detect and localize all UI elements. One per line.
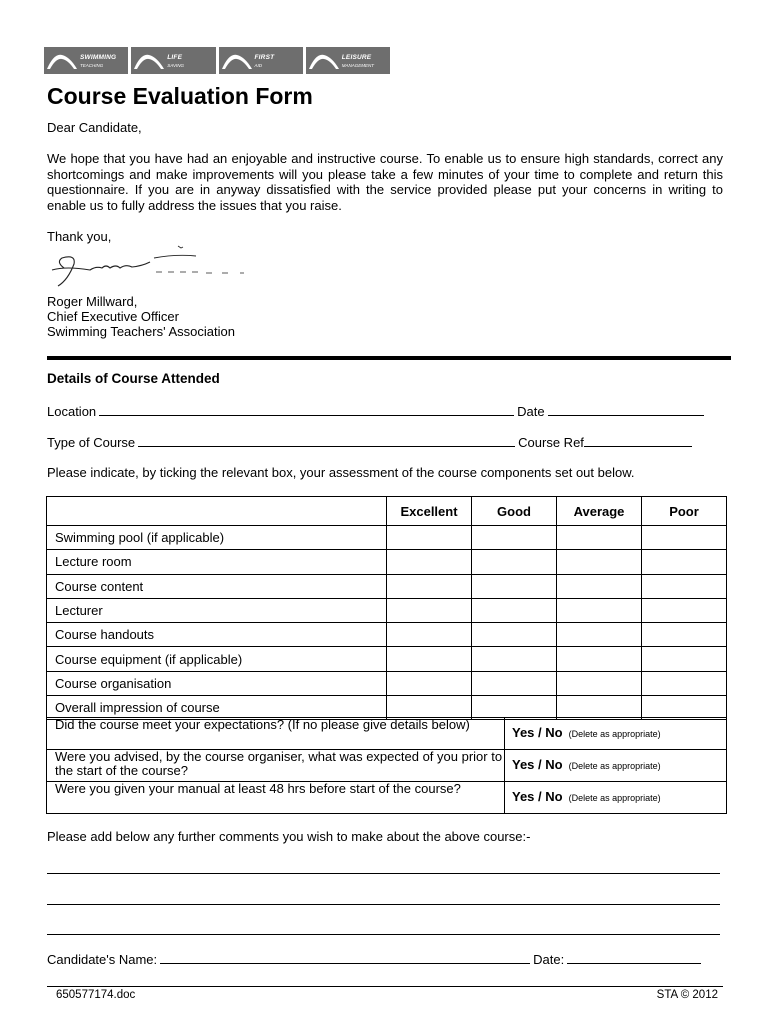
col-good: Good — [472, 497, 557, 526]
candidate-name-label: Candidate's Name: — [47, 952, 158, 967]
rating-header-blank — [47, 497, 387, 526]
tick-box[interactable] — [557, 623, 642, 647]
course-type-label: Type of Course — [47, 435, 136, 450]
tick-box[interactable] — [642, 574, 727, 598]
table-row — [47, 647, 727, 671]
wave-logo-icon — [308, 49, 340, 72]
tick-box[interactable] — [557, 598, 642, 622]
delete-note: (Delete as appropriate) — [568, 729, 661, 739]
location-row — [47, 404, 722, 419]
row-label: Lecturer — [47, 598, 387, 622]
header-banner — [44, 47, 390, 74]
footer-copyright: STA © 2012 — [656, 989, 718, 1001]
tick-box[interactable] — [387, 647, 472, 671]
signatory-name: Roger Millward, — [47, 294, 138, 309]
greeting: Dear Candidate, — [47, 120, 142, 135]
delete-note: (Delete as appropriate) — [568, 793, 661, 803]
course-ref-field[interactable] — [584, 435, 692, 447]
wave-logo-icon — [221, 49, 253, 72]
tick-box[interactable] — [642, 623, 727, 647]
yes-no-label: Yes / No — [512, 725, 563, 740]
row-label: Course equipment (if applicable) — [47, 647, 387, 671]
tick-box[interactable] — [557, 550, 642, 574]
tick-box[interactable] — [642, 550, 727, 574]
tick-box[interactable] — [472, 671, 557, 695]
question-row — [47, 750, 727, 782]
row-label: Lecture room — [47, 550, 387, 574]
candidate-row — [47, 952, 722, 967]
tick-box[interactable] — [387, 550, 472, 574]
course-type-field[interactable] — [138, 435, 515, 447]
table-row — [47, 623, 727, 647]
logo-leisure-management: LEISURE MANAGEMENT — [306, 47, 390, 74]
table-row — [47, 671, 727, 695]
tick-box[interactable] — [642, 671, 727, 695]
tick-box[interactable] — [472, 526, 557, 550]
question-text: Were you given your manual at least 48 hrs before start of the course? — [47, 782, 505, 814]
candidate-date-field[interactable] — [567, 952, 701, 964]
section-divider — [47, 356, 731, 360]
yes-no-choice[interactable] — [505, 718, 727, 750]
row-label: Course handouts — [47, 623, 387, 647]
row-label: Overall impression of course — [47, 696, 387, 720]
tick-box[interactable] — [472, 598, 557, 622]
date-field[interactable] — [548, 404, 704, 416]
col-average: Average — [557, 497, 642, 526]
tick-box[interactable] — [472, 647, 557, 671]
tick-box[interactable] — [642, 526, 727, 550]
logo-swimming-teaching: SWIMMING TEACHING — [44, 47, 128, 74]
logo-life-saving: LIFE SAVING — [131, 47, 215, 74]
course-type-row — [47, 435, 722, 450]
question-row — [47, 718, 727, 750]
table-row — [47, 550, 727, 574]
comments-prompt: Please add below any further comments you wish to make about the above course:- — [47, 829, 531, 844]
questions-table — [46, 717, 727, 814]
table-row — [47, 526, 727, 550]
tick-box[interactable] — [472, 574, 557, 598]
details-heading: Details of Course Attended — [47, 371, 220, 386]
intro-paragraph: We hope that you have had an enjoyable and instructive course. To enable us to ensure high standards, correct any shortcomings and make improvements will you please take a few minutes of your time to complete and return this questionnaire. If you are in anyway dissatisfied with the service provided please put your concerns in writing to enable us to fully address the issues that you raise. — [47, 151, 723, 213]
location-label: Location — [47, 404, 97, 419]
rating-instruction: Please indicate, by ticking the relevant box, your assessment of the course components set out below. — [47, 465, 635, 480]
yes-no-choice[interactable] — [505, 782, 727, 814]
row-label: Swimming pool (if applicable) — [47, 526, 387, 550]
tick-box[interactable] — [557, 526, 642, 550]
tick-box[interactable] — [557, 671, 642, 695]
footer-divider — [47, 986, 723, 987]
tick-box[interactable] — [387, 598, 472, 622]
signatory-org: Swimming Teachers' Association — [47, 324, 235, 339]
question-text: Did the course meet your expectations? (If no please give details below) — [47, 718, 505, 750]
yes-no-label: Yes / No — [512, 757, 563, 772]
page-title: Course Evaluation Form — [47, 83, 313, 109]
question-text: Were you advised, by the course organiser, what was expected of you prior to the start of the course? — [47, 750, 505, 782]
tick-box[interactable] — [387, 574, 472, 598]
signatory-role: Chief Executive Officer — [47, 309, 179, 324]
row-label: Course content — [47, 574, 387, 598]
candidate-name-field[interactable] — [160, 952, 530, 964]
tick-box[interactable] — [557, 647, 642, 671]
tick-box[interactable] — [472, 623, 557, 647]
col-poor: Poor — [642, 497, 727, 526]
comment-line[interactable] — [47, 904, 720, 905]
tick-box[interactable] — [387, 526, 472, 550]
row-label: Course organisation — [47, 671, 387, 695]
signature-image — [46, 240, 251, 290]
rating-header-row — [47, 497, 727, 526]
course-ref-label: Course Ref — [518, 435, 584, 450]
yes-no-choice[interactable] — [505, 750, 727, 782]
tick-box[interactable] — [472, 550, 557, 574]
yes-no-label: Yes / No — [512, 789, 563, 804]
tick-box[interactable] — [557, 574, 642, 598]
comment-line[interactable] — [47, 873, 720, 874]
col-excellent: Excellent — [387, 497, 472, 526]
candidate-date-label: Date: — [533, 952, 565, 967]
tick-box[interactable] — [642, 598, 727, 622]
logo-first-aid: FIRST AID — [219, 47, 303, 74]
comment-line[interactable] — [47, 934, 720, 935]
wave-logo-icon — [46, 49, 78, 72]
delete-note: (Delete as appropriate) — [568, 761, 661, 771]
table-row — [47, 598, 727, 622]
location-field[interactable] — [99, 404, 514, 416]
rating-table — [46, 496, 727, 720]
tick-box[interactable] — [387, 671, 472, 695]
wave-logo-icon — [133, 49, 165, 72]
tick-box[interactable] — [642, 647, 727, 671]
question-row — [47, 782, 727, 814]
tick-box[interactable] — [387, 623, 472, 647]
footer-filename: 650577174.doc — [56, 989, 136, 1001]
table-row — [47, 574, 727, 598]
date-label: Date — [517, 404, 545, 419]
thanks-text: Thank you, — [47, 229, 112, 244]
